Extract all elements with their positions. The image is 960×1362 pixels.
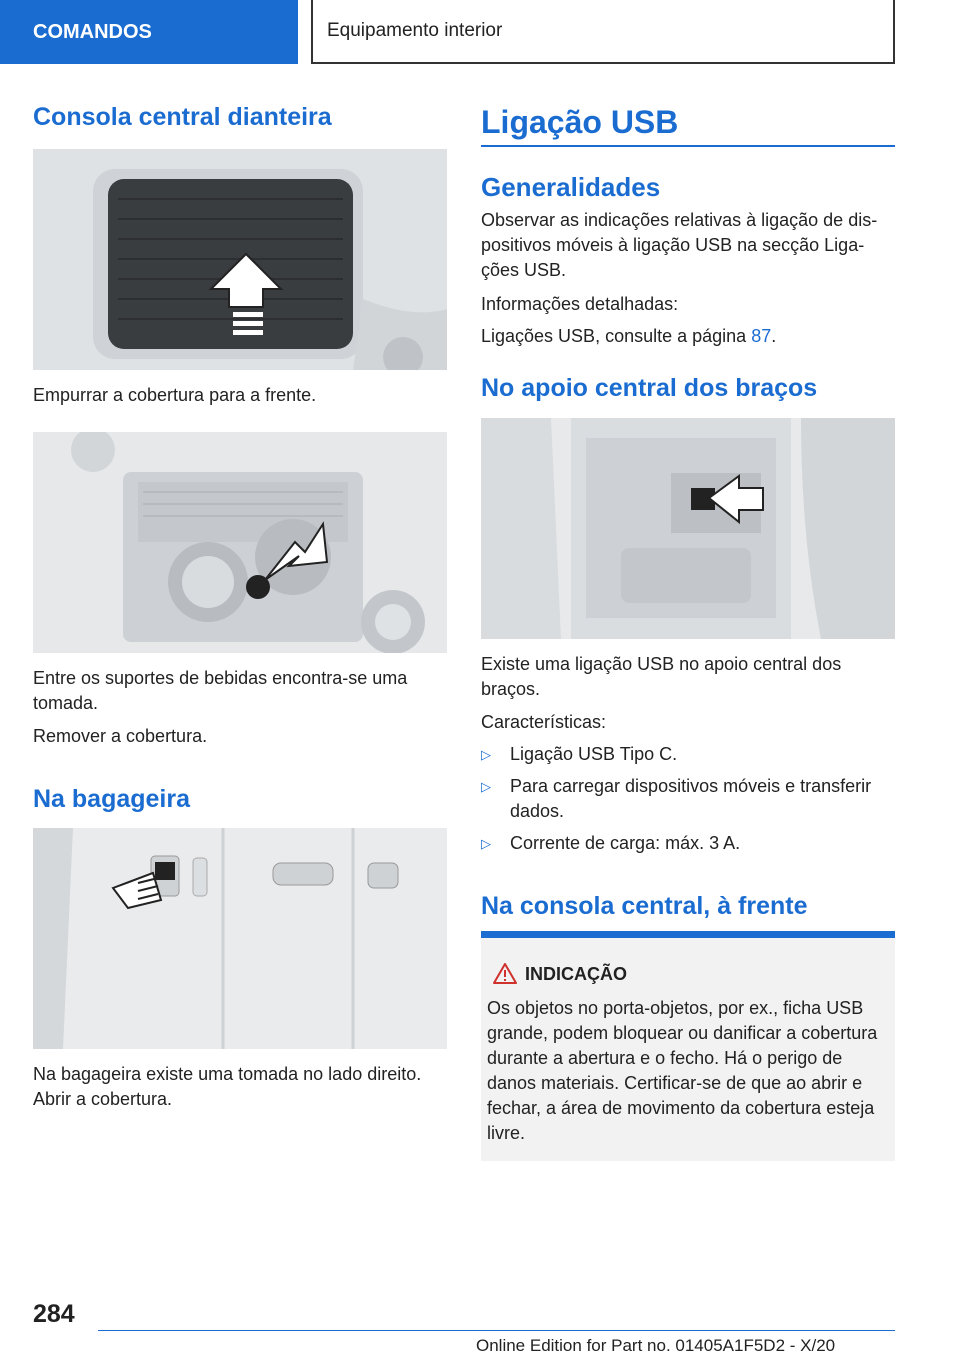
footer-edition: Online Edition for Part no. 01405A1F5D2 - X/20 <box>476 1336 836 1355</box>
triangle-right-icon: ▷ <box>481 779 491 794</box>
paragraph-see-page: Ligações USB, consulte a página 87. <box>481 326 777 346</box>
paragraph-usb-notes: Observar as indicações relativas à ligação de dispositivos móveis à ligação USB na secção Ligações USB. <box>481 210 878 280</box>
paragraph-details: Informações detalhadas: <box>481 294 679 314</box>
heading-front-center-console: Na consola central, à frente <box>481 892 808 920</box>
list-item: ▷ Corrente de carga: máx. 3 A. <box>481 831 895 856</box>
heading-usb-connection: Ligação USB <box>481 104 679 140</box>
list-item: ▷ Ligação USB Tipo C. <box>481 742 895 767</box>
page-number: 284 <box>33 1300 75 1328</box>
page-link[interactable]: 87 <box>751 326 772 346</box>
triangle-right-icon: ▷ <box>481 836 491 851</box>
figure-armrest-usb <box>481 418 895 639</box>
footer-rule <box>98 1330 895 1331</box>
paragraph-open-cover: Abrir a cobertura. <box>33 1089 173 1109</box>
warning-note <box>481 931 895 1161</box>
paragraph-luggage-socket: Na bagageira existe uma tomada no lado direito. <box>33 1064 422 1084</box>
heading-underline <box>481 145 895 147</box>
chapter-tab: COMANDOS <box>0 0 298 64</box>
triangle-right-icon: ▷ <box>481 747 491 762</box>
section-title: Equipamento interior <box>311 0 895 64</box>
figure-luggage-socket <box>33 828 447 1049</box>
heading-front-console: Consola central dianteira <box>33 103 332 131</box>
paragraph-socket-location: Entre os suportes de bebidas encontra-se uma tomada. <box>33 668 408 713</box>
figure-cupholder-socket <box>33 432 447 653</box>
heading-luggage: Na bagageira <box>33 785 191 813</box>
paragraph-armrest-usb: Existe uma ligação USB no apoio central dos braços. <box>481 654 842 699</box>
paragraph-push-cover: Empurrar a cobertura para a frente. <box>33 385 317 405</box>
heading-armrest: No apoio central dos braços <box>481 374 818 402</box>
paragraph-remove-cover: Remover a cobertura. <box>33 726 208 746</box>
paragraph-features: Características: <box>481 712 607 732</box>
note-body: Os objetos no porta-objetos, por ex., ficha USB grande, podem bloquear ou danificar a cobertura durante a abertura e o fecho. Há o perigo de danos materiais. Certificar-se de que ao abrir e fechar, a área de movimento da cobertura esteja livre. <box>487 998 878 1143</box>
warning-icon <box>493 962 517 989</box>
list-item: ▷ Para carregar dispositivos móveis e transferir dados. <box>481 776 872 821</box>
figure-front-console-cover <box>33 149 447 370</box>
heading-general: Generalidades <box>481 172 661 202</box>
note-title: INDICAÇÃO <box>525 964 627 984</box>
